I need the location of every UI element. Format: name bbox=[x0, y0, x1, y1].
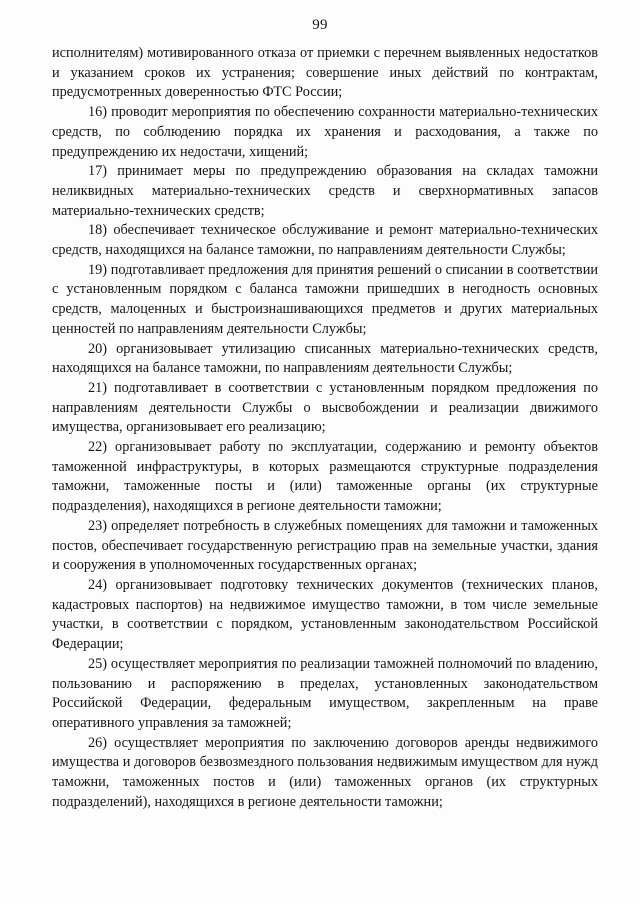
paragraph-item-23: 23) определяет потребность в служебных помещениях для таможни и таможенных постов, обеспечивает государственную регистрацию прав на земельные участки, здания и сооружения в уполномоченных государственных органах; bbox=[52, 517, 598, 574]
paragraph-item-25: 25) осуществляет мероприятия по реализации таможней полномочий по владению, пользованию и распоряжению в пределах, установленных законодательством Российской Федерации, федеральным имуществом, закрепленным на праве оперативного управления за таможней; bbox=[52, 655, 598, 731]
paragraph-item-16: 16) проводит мероприятия по обеспечению сохранности материально-технических средств, по соблюдению порядка их хранения и расходования, а также по предупреждению их недостачи, хищений; bbox=[52, 104, 598, 160]
paragraph-item-17: 17) принимает меры по предупреждению образования на складах таможни неликвидных материально-технических средств и сверхнормативных запасов материально-технических средств; bbox=[52, 163, 598, 219]
paragraph-item-19: 19) подготавливает предложения для принятия решений о списании в соответствии с установленным порядком с баланса таможни пришедших в негодность основных средств, малоценных и быстроизнашивающихся предметов и других материальных ценностей по направлениям деятельности Службы; bbox=[52, 261, 598, 337]
paragraph-item-20: 20) организовывает утилизацию списанных материально-технических средств, находящихся на балансе таможни, по направлениям деятельности Службы; bbox=[52, 340, 598, 377]
paragraph-continuation: исполнителям) мотивированного отказа от приемки с перечнем выявленных недостатков и указанием сроков их устранения; совершение иных действий по контрактам, предусмотренных доверенностью ФТС России; bbox=[52, 45, 598, 101]
paragraph-item-22: 22) организовывает работу по эксплуатации, содержанию и ремонту объектов таможенной инфраструктуры, в которых размещаются структурные подразделения таможни, таможенные посты и (или) таможенные органы (их структурные подразделения), находящихся в регионе деятельности таможни; bbox=[52, 439, 598, 515]
paragraph-item-21: 21) подготавливает в соответствии с установленным порядком предложения по направлениям деятельности Службы о высвобождении и реализации движимого имущества, организовывает его реализацию; bbox=[52, 379, 598, 436]
paragraph-item-26: 26) осуществляет мероприятия по заключению договоров аренды недвижимого имущества и договоров безвозмездного пользования недвижимым имуществом для нужд таможни, таможенных постов и (или) таможенных органов (их структурных подразделений), находящихся в регионе деятельности таможни; bbox=[52, 734, 598, 810]
paragraph-item-18: 18) обеспечивает техническое обслуживание и ремонт материально-технических средств, находящихся на балансе таможни, по направлениям деятельности Службы; bbox=[52, 222, 598, 259]
page-number: 99 bbox=[312, 17, 328, 33]
document-body bbox=[52, 44, 598, 812]
paragraph-item-24: 24) организовывает подготовку технических документов (технических планов, кадастровых паспортов) на недвижимое имущество таможни, в том числе земельные участки, в соответствии с порядком, установленным законодательством Российской Федерации; bbox=[52, 576, 598, 653]
